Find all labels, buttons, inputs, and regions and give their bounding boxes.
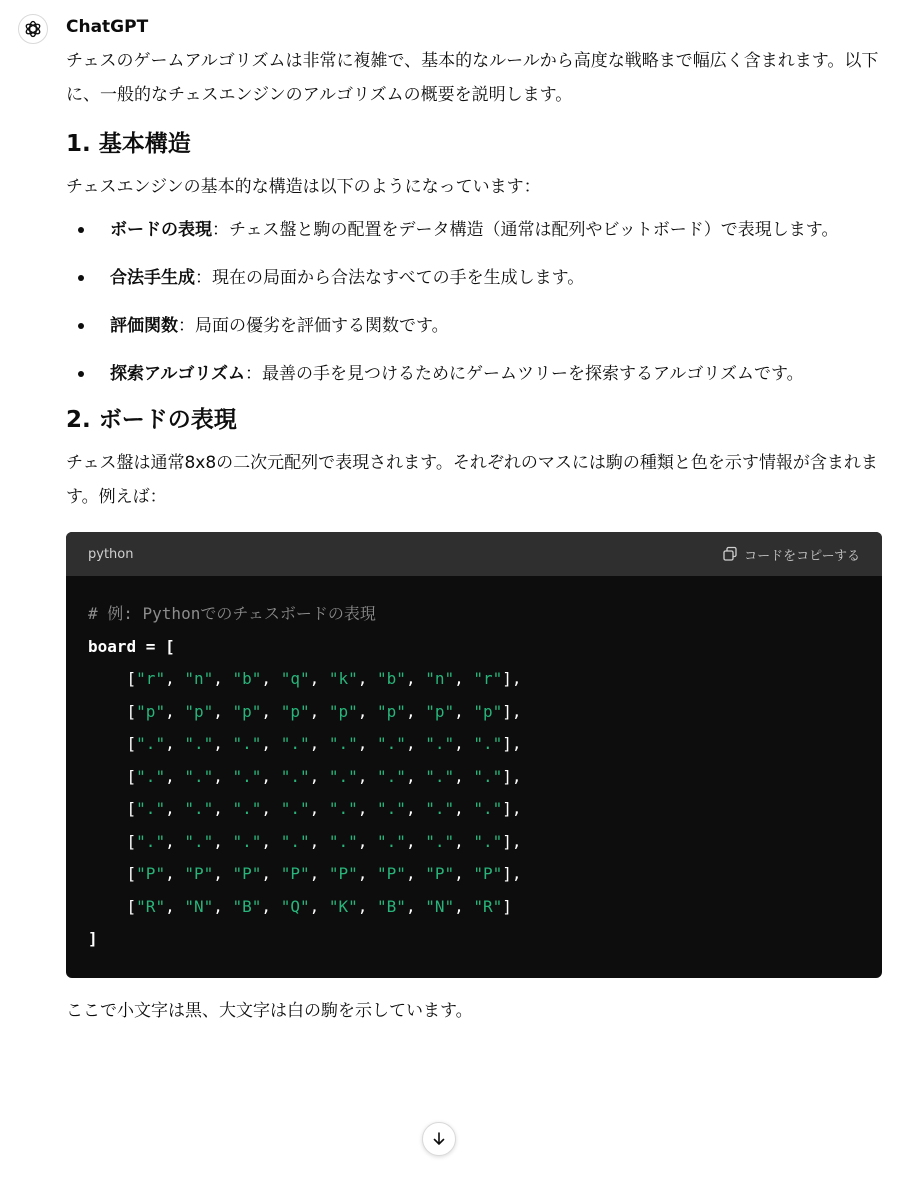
code-cell-string: "." <box>377 799 406 818</box>
code-comment: # 例: Pythonでのチェスボードの表現 <box>88 604 376 623</box>
code-cell-string: "." <box>232 766 262 786</box>
code-cell-string: "p" <box>136 701 166 721</box>
code-board-close: ] <box>88 929 98 948</box>
code-cell-string: "." <box>328 799 358 818</box>
code-cell-string: "." <box>184 766 214 786</box>
code-cell-string: "." <box>184 734 214 753</box>
section-heading-board-representation: 2. ボードの表現 <box>66 407 237 433</box>
code-cell-string: "." <box>328 831 358 851</box>
code-cell-string: "." <box>328 766 358 786</box>
code-cell-string: "." <box>425 766 455 786</box>
copy-icon <box>722 546 738 562</box>
code-cell-string: "." <box>377 831 406 851</box>
code-cell-string: "." <box>280 734 310 753</box>
code-cell-string: "n" <box>425 669 455 688</box>
code-cell-string: "b" <box>232 669 262 688</box>
code-cell-string: "P" <box>377 864 406 883</box>
list-item-term: ボードの表現 <box>110 220 212 240</box>
list-item <box>66 356 882 392</box>
code-cell-string: "." <box>136 734 166 753</box>
code-cell-string: "b" <box>377 669 406 688</box>
code-row: [".", ".", ".", ".", ".", ".", ".", "."], <box>126 734 522 753</box>
code-cell-string: "P" <box>232 864 262 883</box>
code-cell-string: "p" <box>184 701 214 721</box>
code-cell-string: "r" <box>136 669 166 688</box>
list-item-desc: ：チェス盤と駒の配置をデータ構造（通常は配列やビットボード）で表現します。 <box>212 220 839 240</box>
list-item-term: 探索アルゴリズム <box>110 364 245 384</box>
message-content <box>66 44 882 1028</box>
code-cell-string: "." <box>280 766 310 786</box>
code-cell-string: "." <box>232 734 262 753</box>
code-cell-string: "." <box>425 734 455 753</box>
code-cell-string: "P" <box>328 864 358 883</box>
code-cell-string: "p" <box>232 701 262 721</box>
code-row: ["r", "n", "b", "q", "k", "b", "n", "r"], <box>126 669 522 688</box>
code-language-label: python <box>88 546 134 562</box>
copy-code-label: コードをコピーする <box>744 548 860 564</box>
code-cell-string: "p" <box>473 701 503 721</box>
code-cell-string: "." <box>136 831 166 851</box>
openai-logo-icon <box>23 19 43 39</box>
code-cell-string: "." <box>377 766 406 786</box>
code-row: ["p", "p", "p", "p", "p", "p", "p", "p"], <box>126 701 522 721</box>
code-cell-string: "." <box>136 766 166 786</box>
code-cell-string: "p" <box>328 701 358 721</box>
code-header <box>66 532 882 576</box>
code-cell-string: "." <box>473 799 503 818</box>
code-cell-string: "." <box>425 831 455 851</box>
intro-paragraph: チェスのゲームアルゴリズムは非常に複雑で、基本的なルールから高度な戦略まで幅広く含まれます。以下に、一般的なチェスエンジンのアルゴリズムの概要を説明します。 <box>66 51 879 105</box>
chatgpt-avatar <box>18 14 48 44</box>
code-cell-string: "P" <box>184 864 214 883</box>
section-text-basic-structure: チェスエンジンの基本的な構造は以下のようになっています： <box>66 177 541 197</box>
code-cell-string: "P" <box>473 864 503 883</box>
section-heading-basic-structure: 1. 基本構造 <box>66 131 191 157</box>
message-author: ChatGPT <box>66 17 149 37</box>
code-board-open: board = [ <box>88 636 175 656</box>
code-row: [".", ".", ".", ".", ".", ".", ".", "."], <box>126 766 522 786</box>
code-cell-string: "N" <box>425 896 455 916</box>
code-cell-string: "B" <box>377 896 406 916</box>
code-cell-string: "p" <box>377 701 406 721</box>
code-cell-string: "." <box>328 734 358 753</box>
code-cell-string: "." <box>136 799 166 818</box>
code-cell-string: "P" <box>425 864 455 883</box>
scroll-to-bottom-button[interactable] <box>422 1122 456 1156</box>
code-row: [".", ".", ".", ".", ".", ".", ".", "."], <box>126 831 522 851</box>
structure-list <box>66 212 882 392</box>
code-cell-string: "." <box>473 766 503 786</box>
code-cell-string: "Q" <box>280 896 310 916</box>
code-cell-string: "P" <box>136 864 166 883</box>
code-rows <box>88 669 522 916</box>
code-row: ["R", "N", "B", "Q", "K", "B", "N", "R"] <box>126 896 512 916</box>
code-cell-string: "." <box>232 831 262 851</box>
code-cell-string: "." <box>232 799 262 818</box>
list-item-desc: ：最善の手を見つけるためにゲームツリーを探索するアルゴリズムです。 <box>244 364 804 384</box>
code-cell-string: "R" <box>136 896 166 916</box>
list-item <box>66 212 882 248</box>
code-cell-string: "K" <box>328 896 358 916</box>
list-item-desc: ：現在の局面から合法なすべての手を生成します。 <box>195 268 585 288</box>
list-item-term: 評価関数 <box>110 316 178 336</box>
code-cell-string: "R" <box>473 896 503 916</box>
list-item <box>66 308 882 344</box>
code-cell-string: "." <box>184 799 214 818</box>
code-cell-string: "k" <box>328 669 358 688</box>
list-item-desc: ：局面の優劣を評価する関数です。 <box>178 316 449 336</box>
code-cell-string: "." <box>425 799 455 818</box>
code-cell-string: "p" <box>425 701 455 721</box>
code-cell-string: "." <box>280 799 310 818</box>
code-cell-string: "." <box>280 831 310 851</box>
code-cell-string: "p" <box>280 701 310 721</box>
code-cell-string: "." <box>377 734 406 753</box>
closing-paragraph: ここで小文字は黒、大文字は白の駒を示しています。 <box>66 1001 473 1021</box>
code-cell-string: "n" <box>184 669 214 688</box>
code-cell-string: "B" <box>232 896 262 916</box>
code-cell-string: "." <box>473 734 503 753</box>
code-cell-string: "q" <box>280 669 310 688</box>
list-item <box>66 260 882 296</box>
code-cell-string: "." <box>473 831 503 851</box>
code-row: ["P", "P", "P", "P", "P", "P", "P", "P"], <box>126 864 522 883</box>
section-text-board-representation: チェス盤は通常8x8の二次元配列で表現されます。それぞれのマスには駒の種類と色を示す情報が含まれます。例えば： <box>66 453 878 507</box>
code-cell-string: "P" <box>280 864 310 883</box>
code-cell-string: "." <box>184 831 214 851</box>
code-cell-string: "N" <box>184 896 214 916</box>
copy-code-button[interactable] <box>722 545 860 564</box>
code-row: [".", ".", ".", ".", ".", ".", ".", "."], <box>126 799 522 818</box>
code-block <box>66 532 882 978</box>
code-body <box>66 576 882 956</box>
code-cell-string: "r" <box>473 669 503 688</box>
arrow-down-icon <box>431 1131 447 1147</box>
list-item-term: 合法手生成 <box>110 268 195 288</box>
